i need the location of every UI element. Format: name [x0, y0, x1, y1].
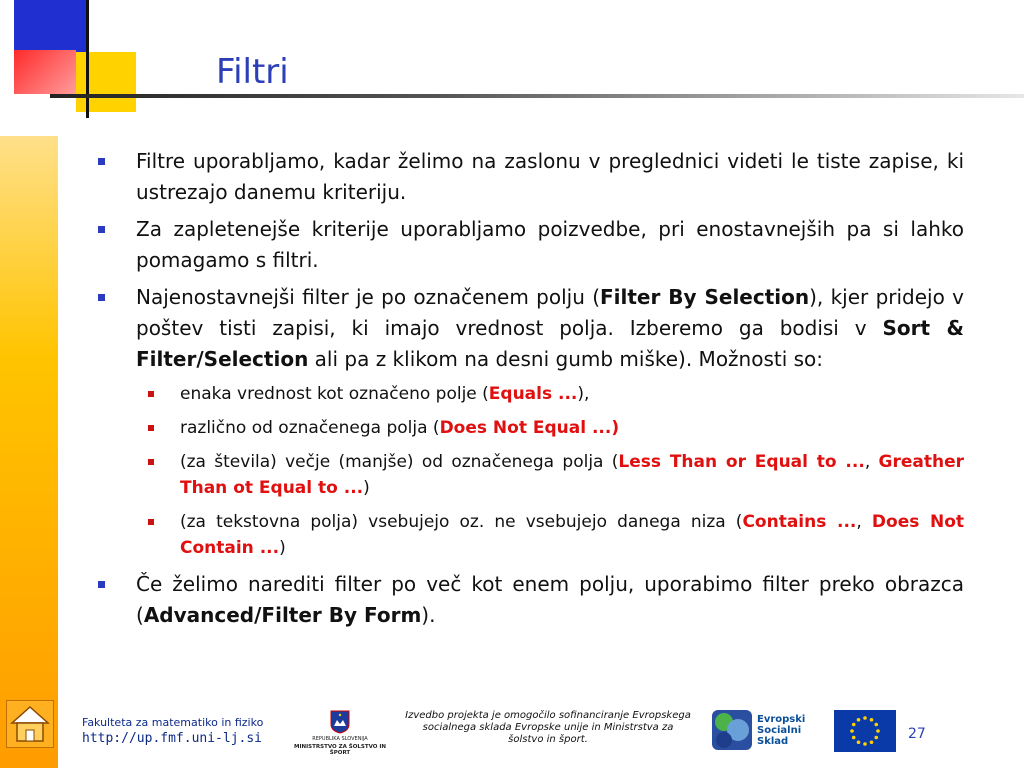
bullet-text: ali pa z klikom na desni gumb miške). Možnosti so:	[308, 347, 824, 371]
bullet-text: ), kjer pridejo v poštev tisti zapisi, ki imajo vrednost polja. Izberemo ga bodisi v	[136, 285, 964, 340]
esf-logo	[710, 708, 816, 754]
subbullet-text: ,	[856, 512, 872, 532]
subbullet-text: (za tekstovna polja) vsebujejo oz. ne vsebujejo danega niza (	[180, 512, 743, 532]
eu-star	[876, 729, 880, 733]
home-button[interactable]	[6, 700, 54, 748]
square-bullet-icon	[98, 226, 105, 233]
bullet-4	[98, 569, 964, 631]
highlight-term: Less Than or Equal to ...	[618, 452, 865, 472]
decor-red-square	[14, 50, 76, 94]
bullet-1	[98, 146, 964, 208]
highlight-term: Contains ...	[742, 512, 857, 532]
decor-vertical-line	[86, 0, 89, 118]
eu-star	[863, 716, 867, 720]
eu-star	[874, 736, 878, 740]
square-bullet-icon	[148, 519, 154, 525]
side-gradient-bar	[0, 136, 58, 768]
square-bullet-icon	[98, 294, 105, 301]
subbullet-4	[146, 509, 964, 561]
bullet-3	[98, 282, 964, 375]
square-bullet-icon	[98, 158, 105, 165]
esf-logo-icon	[710, 708, 754, 752]
eu-star	[857, 740, 861, 744]
decor-yellow-square	[76, 52, 136, 112]
subbullet-3	[146, 449, 964, 501]
subbullet-text: )	[279, 538, 286, 558]
square-bullet-icon	[148, 425, 154, 431]
subbullet-text: ),	[577, 384, 590, 404]
title-underline	[50, 94, 1024, 98]
slide-title: Filtri	[216, 52, 289, 92]
subbullet-text: ,	[864, 452, 879, 472]
bold-term: Advanced/Filter By Form	[143, 603, 422, 627]
eu-star	[857, 718, 861, 722]
page-number: 27	[908, 726, 926, 742]
highlight-term: Greather Than ot Equal to ...	[180, 452, 965, 498]
subbullet-1	[146, 381, 964, 407]
bullet-text: Najenostavnejši filter je po označenem polju (	[136, 285, 600, 309]
bullet-text: ).	[421, 603, 436, 627]
bold-term: Sort & Filter/Selection	[136, 316, 964, 371]
eu-star	[850, 729, 854, 733]
bullet-2	[98, 214, 964, 276]
eu-star	[852, 723, 856, 727]
eu-star	[852, 736, 856, 740]
bullet-text: Filtre uporabljamo, kadar želimo na zaslonu v preglednici videti le tiste zapise, ki ustrezajo danemu kriteriju.	[136, 149, 964, 204]
subbullet-text: )	[363, 478, 370, 498]
highlight-term: Does Not Equal ...)	[439, 418, 620, 438]
square-bullet-icon	[148, 391, 154, 397]
subbullet-2	[146, 415, 964, 441]
eu-star	[874, 723, 878, 727]
eu-star	[863, 742, 867, 746]
highlight-term: Equals ...	[488, 384, 578, 404]
bold-term: Filter By Selection	[600, 285, 810, 309]
eu-flag-icon	[834, 710, 896, 752]
ministry-logo	[286, 710, 394, 756]
bullet-text: Za zapletenejše kriterije uporabljamo poizvedbe, pri enostavnejših pa si lahko pomagamo s filtri.	[136, 217, 964, 272]
funding-note: Izvedbo projekta je omogočilo sofinanciranje Evropskega socialnega sklada Evropske unije in Ministrstva za šolstvo in šport.	[405, 710, 691, 745]
home-icon	[7, 701, 53, 747]
decor-white-square	[88, 12, 160, 56]
faculty-url-link[interactable]: http://up.fmf.uni-lj.si	[82, 731, 263, 746]
highlight-term: Does Not Contain ...	[180, 512, 965, 558]
faculty-name: Fakulteta za matematiko in fiziko	[82, 716, 264, 729]
esf-line-3: Sklad	[757, 736, 789, 747]
eu-star	[870, 718, 874, 722]
slovenia-crest-icon	[330, 710, 350, 734]
esf-line-2: Socialni	[757, 725, 802, 736]
subbullet-text: (za števila) večje (manjše) od označenega polja (	[180, 452, 619, 472]
ministry-line-2: MINISTRSTVO ZA ŠOLSTVO IN ŠPORT	[294, 744, 386, 756]
square-bullet-icon	[98, 581, 105, 588]
bullet-text: Če želimo narediti filter po več kot enem polju, uporabimo filter preko obrazca (	[136, 572, 964, 627]
eu-star	[870, 740, 874, 744]
subbullet-text: enaka vrednost kot označeno polje (	[180, 384, 489, 404]
subbullet-text: različno od označenega polja (	[180, 418, 440, 438]
ministry-line-1: REPUBLIKA SLOVENIJA	[312, 736, 368, 742]
esf-line-1: Evropski	[757, 714, 806, 725]
square-bullet-icon	[148, 459, 154, 465]
slide-content	[98, 146, 964, 637]
